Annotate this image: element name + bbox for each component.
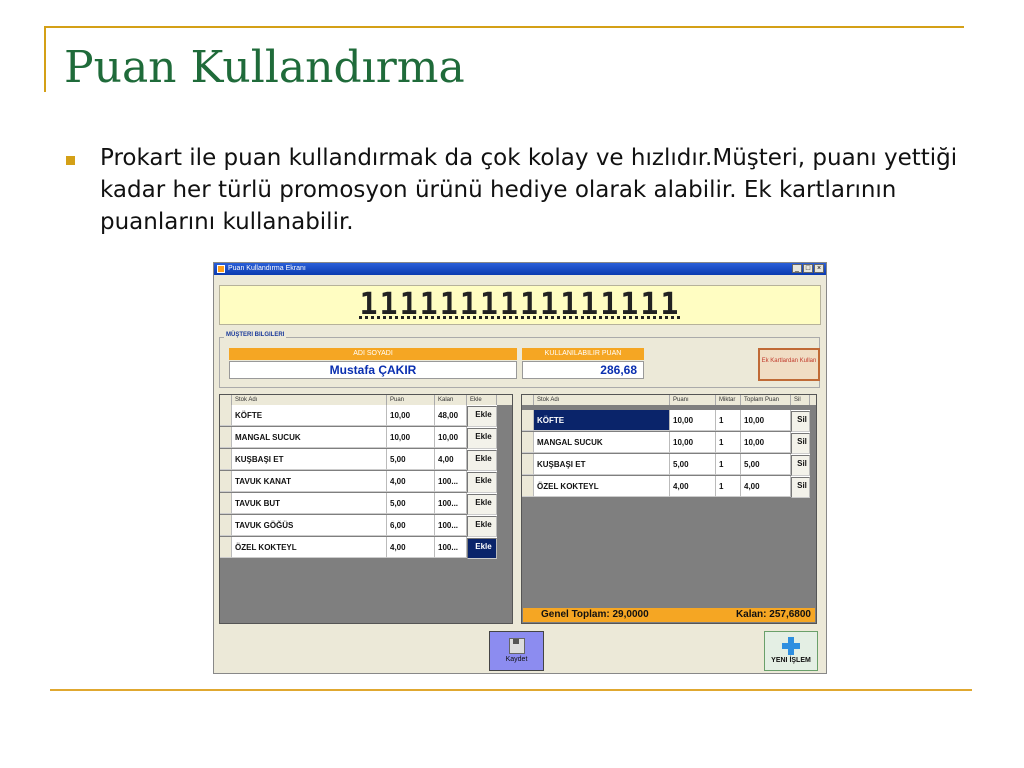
table-row[interactable]: ÖZEL KOKTEYL 4,00 100... Ekle <box>220 537 497 558</box>
window-titlebar[interactable] <box>214 263 826 275</box>
col-stok-adi[interactable]: Stok Adı <box>232 395 387 405</box>
floppy-disk-icon <box>509 638 525 654</box>
selected-grid-header <box>522 395 816 405</box>
customer-name-value: Mustafa ÇAKIR <box>229 361 517 379</box>
sil-button[interactable]: Sil <box>791 411 810 432</box>
sil-button[interactable]: Sil <box>791 433 810 454</box>
slide-left-rule <box>44 26 46 92</box>
product-grid[interactable] <box>219 394 513 624</box>
genel-toplam: Genel Toplam: 29,0000 <box>541 609 649 620</box>
bullet-marker <box>66 156 75 165</box>
yeni-islem-label: YENI İŞLEM <box>771 657 811 664</box>
yeni-islem-button[interactable] <box>764 631 818 671</box>
col-miktar[interactable]: Miktar <box>716 395 741 405</box>
card-number-panel[interactable] <box>219 285 821 325</box>
col-ekle[interactable]: Ekle <box>467 395 497 405</box>
ekle-button[interactable]: Ekle <box>467 406 497 427</box>
table-row[interactable]: KÖFTE 10,00 48,00 Ekle <box>220 405 497 426</box>
app-icon <box>217 265 225 273</box>
kaydet-button[interactable] <box>489 631 544 671</box>
close-button[interactable]: × <box>814 264 824 273</box>
row-header-col <box>220 395 232 405</box>
slide-top-rule <box>44 26 964 28</box>
plus-icon <box>782 637 800 655</box>
ekle-button[interactable]: Ekle <box>467 494 497 515</box>
col-puani[interactable]: Puanı <box>670 395 716 405</box>
row-header-col <box>522 395 534 405</box>
ek-kartlardan-kullan-button[interactable]: Ek Kartlardan Kullan <box>758 348 820 381</box>
puan-kullandirma-window <box>213 262 827 674</box>
totals-bar <box>523 608 815 622</box>
table-row[interactable]: TAVUK GÖĞÜS 6,00 100... Ekle <box>220 515 497 536</box>
customer-info-group <box>219 332 820 388</box>
customer-info-label: MÜŞTERI BILGILERI <box>226 332 285 338</box>
ekle-button[interactable]: Ekle <box>467 516 497 537</box>
minimize-button[interactable]: _ <box>792 264 802 273</box>
table-row[interactable]: TAVUK BUT 5,00 100... Ekle <box>220 493 497 514</box>
ekle-button[interactable]: Ekle <box>467 472 497 493</box>
col-kalan[interactable]: Kalan <box>435 395 467 405</box>
table-row[interactable]: MANGAL SUCUK 10,00 1 10,00 Sil <box>522 432 810 453</box>
col-toplam-puan[interactable]: Toplam Puan <box>741 395 791 405</box>
bullet-text: Prokart ile puan kullandırmak da çok kolay ve hızlıdır.Müşteri, puanı yettiği kadar her türlü promosyon ürünü hediye olarak alabilir. Ek kartlarının puanlarını kullanabilir. <box>100 145 958 235</box>
maximize-button[interactable]: □ <box>803 264 813 273</box>
name-header: ADI SOYADI <box>229 348 517 360</box>
slide-title: Puan Kullandırma <box>64 42 465 93</box>
points-header: KULLANILABILIR PUAN <box>522 348 644 360</box>
table-row[interactable]: KÖFTE 10,00 1 10,00 Sil <box>522 410 810 431</box>
table-row[interactable]: KUŞBAŞI ET 5,00 4,00 Ekle <box>220 449 497 470</box>
selected-items-grid[interactable] <box>521 394 817 624</box>
ekle-button[interactable]: Ekle <box>467 428 497 449</box>
window-title: Puan Kullandırma Ekranı <box>228 265 306 272</box>
kalan-puan: Kalan: 257,6800 <box>735 609 811 620</box>
kaydet-label: Kaydet <box>505 656 528 663</box>
col-puan[interactable]: Puan <box>387 395 435 405</box>
col-sil[interactable]: Sil <box>791 395 810 405</box>
sil-button[interactable]: Sil <box>791 455 810 476</box>
slide-bottom-rule <box>50 689 972 691</box>
col-stok-adi[interactable]: Stok Adı <box>534 395 670 405</box>
ekle-button[interactable]: Ekle <box>467 450 497 471</box>
available-points-value: 286,68 <box>522 361 644 379</box>
table-row[interactable]: MANGAL SUCUK 10,00 10,00 Ekle <box>220 427 497 448</box>
table-row[interactable]: TAVUK KANAT 4,00 100... Ekle <box>220 471 497 492</box>
product-grid-header <box>220 395 512 405</box>
table-row[interactable]: KUŞBAŞI ET 5,00 1 5,00 Sil <box>522 454 810 475</box>
table-row[interactable]: ÖZEL KOKTEYL 4,00 1 4,00 Sil <box>522 476 810 497</box>
ekle-button[interactable]: Ekle <box>467 538 497 559</box>
sil-button[interactable]: Sil <box>791 477 810 498</box>
card-number: 1111111111111111 <box>359 287 681 322</box>
